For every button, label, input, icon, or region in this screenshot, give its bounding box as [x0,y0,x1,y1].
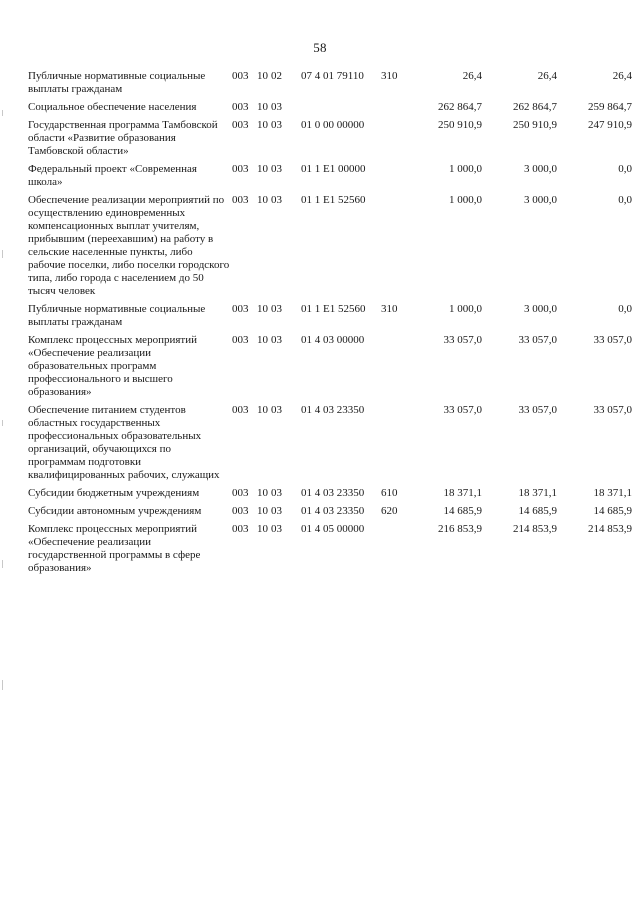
target-article-cell: 01 4 05 00000 [301,523,365,535]
admin-code-cell: 003 [232,70,249,82]
expense-type-cell [381,404,411,487]
amount-year3-cell: 33 057,0 [593,334,632,346]
table-row [28,163,632,194]
admin-code-cell: 003 [232,101,249,113]
amount-year1-cell: 1 000,0 [449,194,482,206]
section-code-cell: 10 [257,487,268,499]
table-row [28,303,632,334]
amount-year3-cell: 0,0 [618,194,632,206]
table-row [28,194,632,303]
admin-code-cell: 003 [232,523,249,535]
target-article-cell: 01 1 E1 52560 [301,194,366,206]
target-article-cell [301,101,381,119]
amount-year1-cell: 262 864,7 [438,101,482,113]
row-name-cell: Государственная программа Тамбовской области «Развитие образования Тамбовской области» [28,119,218,157]
subsection-code-cell: 03 [271,334,282,346]
section-code-cell: 10 [257,101,268,113]
table-row [28,334,632,404]
target-article-cell: 01 1 E1 00000 [301,163,366,175]
subsection-code-cell: 03 [271,101,282,113]
row-name-cell: Комплекс процессных мероприятий «Обеспечение реализации образовательных программ профессионального и высшего образования» [28,334,197,398]
admin-code-cell: 003 [232,404,249,416]
scan-edge-mark [2,680,3,690]
section-code-cell: 10 [257,404,268,416]
amount-year1-cell: 33 057,0 [443,334,482,346]
target-article-cell: 01 4 03 00000 [301,334,365,346]
target-article-cell: 01 4 03 23350 [301,404,365,416]
amount-year3-cell: 33 057,0 [593,404,632,416]
row-name-cell: Субсидии бюджетным учреждениям [28,487,200,499]
amount-year3-cell: 18 371,1 [593,487,632,499]
subsection-code-cell: 03 [271,119,282,131]
table-row [28,70,632,101]
admin-code-cell: 003 [232,505,249,517]
row-name-cell: Публичные нормативные социальные выплаты гражданам [28,303,206,328]
subsection-code-cell: 03 [271,487,282,499]
table-row [28,404,632,487]
amount-year1-cell: 1 000,0 [449,303,482,315]
subsection-code-cell: 03 [271,163,282,175]
target-article-cell: 01 4 03 23350 [301,505,365,517]
admin-code-cell: 003 [232,303,249,315]
row-name-cell: Комплекс процессных мероприятий «Обеспечение реализации государственной программы в сфере образования» [28,523,201,574]
expense-type-cell [381,119,411,163]
table-row [28,487,632,505]
amount-year3-cell: 0,0 [618,303,632,315]
expense-type-cell [381,523,411,580]
amount-year3-cell: 214 853,9 [588,523,632,535]
amount-year2-cell: 14 685,9 [518,505,557,517]
amount-year3-cell: 14 685,9 [593,505,632,517]
scan-edge-mark [2,420,3,426]
amount-year2-cell: 250 910,9 [513,119,557,131]
scan-edge-mark [2,110,3,116]
subsection-code-cell: 03 [271,404,282,416]
row-name-cell: Обеспечение питанием студентов областных государственных профессиональных образовательных организаций, обучающихся по программам подготовки квалифицированных рабочих, служащих [28,404,220,481]
expense-type-cell [381,194,411,303]
amount-year2-cell: 33 057,0 [518,404,557,416]
budget-table-body [28,70,632,580]
section-code-cell: 10 [257,334,268,346]
subsection-code-cell: 03 [271,194,282,206]
amount-year2-cell: 3 000,0 [524,194,557,206]
amount-year3-cell: 259 864,7 [588,101,632,113]
target-article-cell: 01 0 00 00000 [301,119,365,131]
table-row [28,119,632,163]
amount-year3-cell: 247 910,9 [588,119,632,131]
amount-year2-cell: 3 000,0 [524,303,557,315]
amount-year2-cell: 18 371,1 [518,487,557,499]
row-name-cell: Социальное обеспечение населения [28,101,197,113]
section-code-cell: 10 [257,119,268,131]
scan-edge-mark [2,560,3,568]
amount-year1-cell: 216 853,9 [438,523,482,535]
amount-year2-cell: 33 057,0 [518,334,557,346]
expense-type-cell: 310 [381,303,398,315]
subsection-code-cell: 02 [271,70,282,82]
amount-year2-cell: 3 000,0 [524,163,557,175]
page-number: 58 [313,40,327,55]
section-code-cell: 10 [257,194,268,206]
amount-year1-cell: 18 371,1 [443,487,482,499]
amount-year2-cell: 262 864,7 [513,101,557,113]
admin-code-cell: 003 [232,163,249,175]
subsection-code-cell: 03 [271,303,282,315]
table-row [28,101,632,119]
target-article-cell: 07 4 01 79110 [301,70,364,82]
expense-type-cell [381,101,411,119]
amount-year2-cell: 214 853,9 [513,523,557,535]
expense-type-cell [381,334,411,404]
row-name-cell: Субсидии автономным учреждениям [28,505,202,517]
amount-year1-cell: 26,4 [462,70,482,82]
row-name-cell: Федеральный проект «Современная школа» [28,163,197,188]
amount-year2-cell: 26,4 [537,70,557,82]
subsection-code-cell: 03 [271,523,282,535]
amount-year1-cell: 250 910,9 [438,119,482,131]
expense-type-cell: 310 [381,70,398,82]
section-code-cell: 10 [257,70,268,82]
row-name-cell: Публичные нормативные социальные выплаты гражданам [28,70,206,95]
admin-code-cell: 003 [232,487,249,499]
admin-code-cell: 003 [232,334,249,346]
expense-type-cell [381,163,411,194]
admin-code-cell: 003 [232,194,249,206]
section-code-cell: 10 [257,505,268,517]
section-code-cell: 10 [257,163,268,175]
admin-code-cell: 003 [232,119,249,131]
amount-year1-cell: 14 685,9 [443,505,482,517]
scan-edge-mark [2,250,3,258]
amount-year3-cell: 26,4 [612,70,632,82]
row-name-cell: Обеспечение реализации мероприятий по осуществлению единовременных компенсационных выплат учителям, прибывшим (переехавшим) на работу в сельские населенные пункты, либо рабочие поселки, либо поселки городского типа, либо города с населением до 50 тысяч человек [28,194,230,297]
table-row [28,523,632,580]
amount-year1-cell: 33 057,0 [443,404,482,416]
section-code-cell: 10 [257,303,268,315]
amount-year3-cell: 0,0 [618,163,632,175]
subsection-code-cell: 03 [271,505,282,517]
expense-type-cell: 620 [381,505,398,517]
section-code-cell: 10 [257,523,268,535]
target-article-cell: 01 1 E1 52560 [301,303,366,315]
expense-type-cell: 610 [381,487,398,499]
target-article-cell: 01 4 03 23350 [301,487,365,499]
budget-table [28,70,632,580]
table-row [28,505,632,523]
amount-year1-cell: 1 000,0 [449,163,482,175]
